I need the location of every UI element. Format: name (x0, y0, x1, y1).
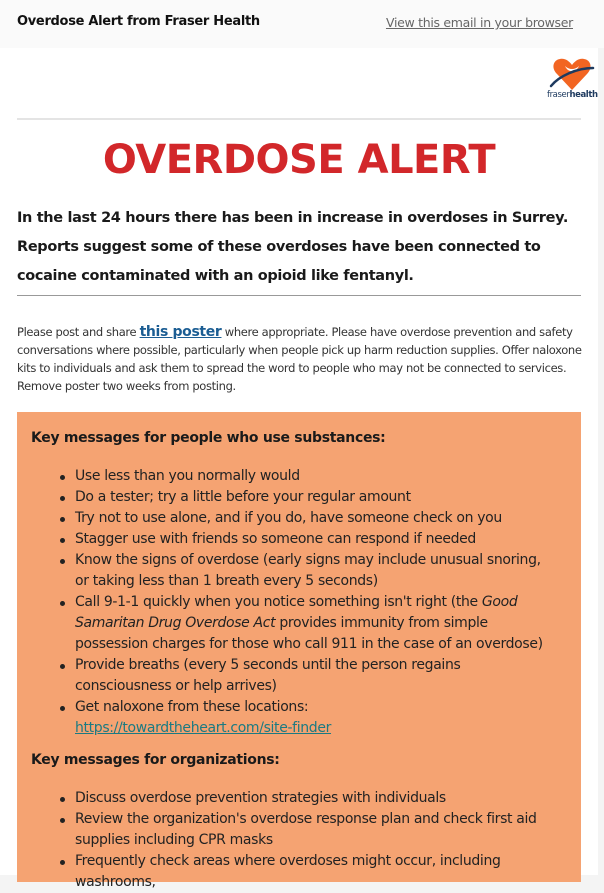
scrollbar-track[interactable] (598, 48, 604, 875)
email-title: Overdose Alert from Fraser Health (17, 14, 260, 29)
list-item: Know the signs of overdose (early signs may include unusual snoring, or taking less than 1 breath every 5 seconds) (57, 550, 557, 592)
alert-headline: OVERDOSE ALERT (102, 137, 496, 183)
alert-lead-text: In the last 24 hours there has been in increase in overdoses in Surrey. Reports suggest some of these overdoses have been connected to cocaine contaminated with an opioid like fentanyl. (17, 210, 569, 284)
intro-text-before: Please post and share (17, 325, 140, 339)
list-item: Review the organization's overdose response plan and check first aid supplies including CPR masks (57, 809, 557, 851)
key-messages-box (17, 412, 581, 890)
header-divider (17, 118, 581, 120)
section-divider (17, 295, 581, 296)
email-header-bar (0, 0, 604, 48)
organization-messages-list (57, 788, 557, 893)
list-item: Do a tester; try a little before your regular amount (57, 487, 557, 508)
view-in-browser-link[interactable]: View this email in your browser (385, 15, 573, 30)
organizations-heading: Key messages for organizations: (31, 752, 280, 768)
list-item: Provide breaths (every 5 seconds until the person regains consciousness or help arrives) (57, 655, 557, 697)
list-item-call-911: Call 9-1-1 quickly when you notice something isn't right (the Good Samaritan Drug Overdose Act provides immunity from simple possession charges for those who call 911 in the case of an overdose) (57, 592, 557, 655)
list-item: Frequently check areas where overdoses might occur, including washrooms, (57, 851, 557, 893)
list-item: Try not to use alone, and if you do, have someone check on you (57, 508, 557, 529)
act-name: Good Samaritan Drug Overdose Act (75, 594, 518, 631)
fraser-health-logo (547, 56, 597, 104)
intro-paragraph (17, 323, 583, 395)
logo-wordmark: fraserhealth (547, 90, 598, 100)
list-item-naloxone: Get naloxone from these locations: https://towardtheheart.com/site-finder (57, 697, 557, 739)
list-item: Use less than you normally would (57, 466, 557, 487)
remove-poster-note: Remove poster two weeks from posting. (17, 379, 236, 393)
list-item: Discuss overdose prevention strategies with individuals (57, 788, 557, 809)
people-heading: Key messages for people who use substances: (31, 430, 386, 446)
site-finder-link[interactable]: https://towardtheheart.com/site-finder (75, 720, 332, 736)
intro-text-after: where appropriate. Please have overdose prevention and safety conversations where possible, particularly when people pick up harm reduction supplies. Offer naloxone kits to individuals and ask them to spread the word to people who may not be connected to services. (17, 325, 582, 375)
heart-logo-icon (547, 56, 597, 92)
people-messages-list (57, 466, 557, 739)
list-item: Stagger use with friends so someone can respond if needed (57, 529, 557, 550)
email-body (0, 48, 598, 890)
poster-link[interactable]: this poster (139, 324, 222, 340)
